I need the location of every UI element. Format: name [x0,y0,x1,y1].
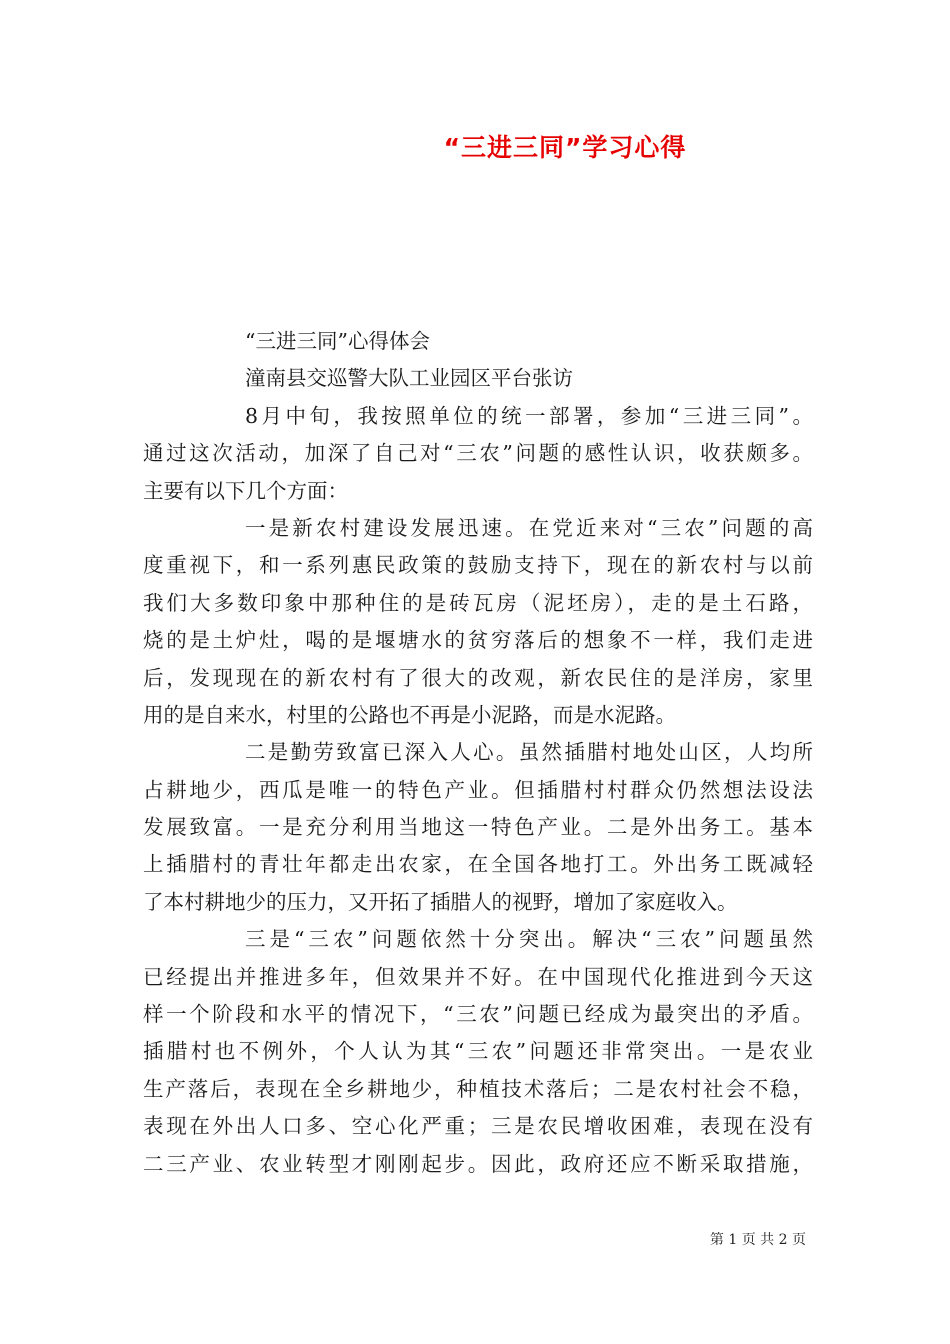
paragraph-line: 插腊村也不例外，个人认为其“三农”问题还非常突出。一是农业 [143,1039,813,1064]
paragraph-line: 通过这次活动，加深了自己对“三农”问题的感性认识，收获颇多。 [143,441,813,466]
paragraph-line: 表现在外出人口多、空心化严重；三是农民增收困难，表现在没有 [143,1114,813,1139]
document-body [143,323,813,1183]
document-title: “三进三同”学习心得 [443,133,687,162]
subtitle-line: “三进三同”心得体会 [245,329,430,353]
paragraph-line: 烧的是土炉灶，喝的是堰塘水的贫穷落后的想象不一样，我们走进 [143,628,813,653]
paragraph-line: 我们大多数印象中那种住的是砖瓦房（泥坯房），走的是土石路， [143,590,813,615]
paragraph-line: 三是“三农”问题依然十分突出。解决“三农”问题虽然 [245,927,813,952]
paragraph-line: 二是勤劳致富已深入人心。虽然插腊村地处山区，人均所 [245,740,813,765]
paragraph-line: 已经提出并推进多年，但效果并不好。在中国现代化推进到今天这 [143,964,813,989]
paragraph-line: 主要有以下几个方面： [143,478,348,503]
paragraph-line: 上插腊村的青壮年都走出农家，在全国各地打工。外出务工既减轻 [143,852,813,877]
author-line: 潼南县交巡警大队工业园区平台张访 [245,366,573,391]
paragraph-line: 占耕地少，西瓜是唯一的特色产业。但插腊村村群众仍然想法设法 [143,777,813,802]
paragraph-line: 用的是自来水，村里的公路也不再是小泥路，而是水泥路。 [143,702,676,727]
paragraph-line: 生产落后，表现在全乡耕地少，种植技术落后；二是农村社会不稳， [143,1076,813,1101]
page-number: 第 1 页 共 2 页 [709,1232,806,1248]
paragraph-line: 8月中旬，我按照单位的统一部署，参加“三进三同”。 [245,403,813,428]
paragraph-line: 度重视下，和一系列惠民政策的鼓励支持下，现在的新农村与以前 [143,553,813,578]
paragraph-line: 发展致富。一是充分利用当地这一特色产业。二是外出务工。基本 [143,815,813,840]
paragraph-line: 了本村耕地少的压力，又开拓了插腊人的视野，增加了家庭收入。 [143,889,738,914]
paragraph-line: 样一个阶段和水平的情况下，“三农”问题已经成为最突出的矛盾。 [143,1002,813,1027]
paragraph-line: 一是新农村建设发展迅速。在党近来对“三农”问题的高 [245,515,813,540]
paragraph-line: 二三产业、农业转型才刚刚起步。因此，政府还应不断采取措施， [143,1151,813,1176]
paragraph-line: 后，发现现在的新农村有了很大的改观，新农民住的是洋房，家里 [143,665,813,690]
